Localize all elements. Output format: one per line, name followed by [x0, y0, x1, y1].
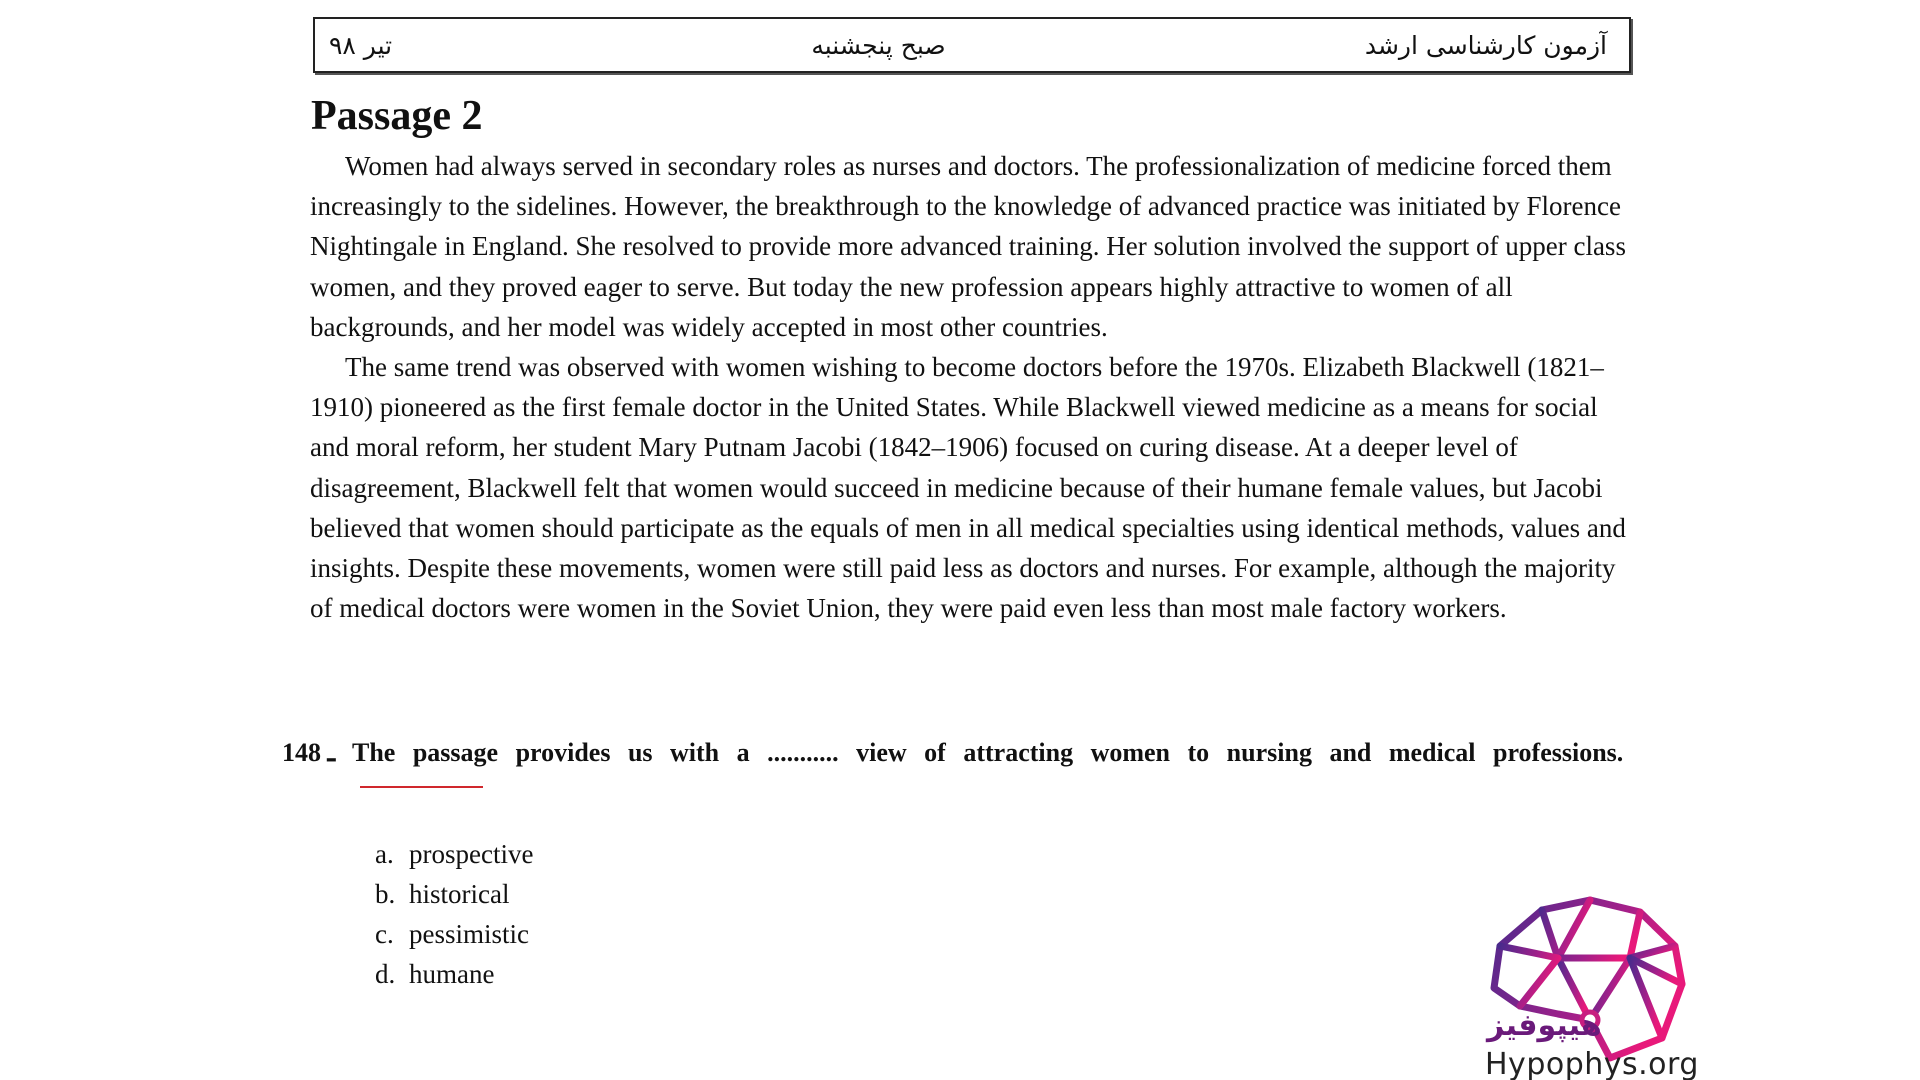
option-letter: a.: [375, 839, 394, 869]
option-letter: c.: [375, 919, 394, 949]
option-letter: b.: [375, 879, 396, 909]
option-text: humane: [409, 959, 495, 989]
answer-options: [375, 834, 533, 994]
passage-paragraph-2: The same trend was observed with women wishing to become doctors before the 1970s. Elizabeth Blackwell (1821–1910) pioneered as the first female doctor in the United States. While Blackwell viewed medicine as a means for social and moral reform, her student Mary Putnam Jacobi (1842–1906) focused on curing disease. At a deeper level of disagreement, Blackwell felt that women would succeed in medicine because of their humane female values, but Jacobi believed that women should participate as the equals of men in all medical specialties using identical methods, values and insights. Despite these movements, women were still paid less as doctors and nurses. For example, although the majority of medical doctors were women in the Soviet Union, they were paid even less than most male factory workers.: [310, 352, 1626, 624]
option-text: historical: [409, 879, 510, 909]
red-underline-annotation: [360, 786, 483, 788]
passage-paragraph-1: Women had always served in secondary roles as nurses and doctors. The professionalization of medicine forced them increasingly to the sidelines. However, the breakthrough to the knowledge of advanced practice was initiated by Florence Nightingale in England. She resolved to provide more advanced training. Her solution involved the support of upper class women, and they proved eager to serve. But today the new profession appears highly attractive to women of all backgrounds, and her model was widely accepted in most other countries.: [310, 151, 1626, 342]
option-b[interactable]: [375, 874, 533, 914]
question-stem: The passage provides us with a ........... view of attracting women to nursing and medical professions.: [352, 738, 1624, 767]
exam-name: آزمون کارشناسی ارشد: [1364, 30, 1607, 60]
logo-persian-name: هیپوفیز: [1487, 1008, 1602, 1043]
option-text: pessimistic: [409, 919, 529, 949]
option-text: prospective: [409, 839, 534, 869]
exam-session: صبح پنجشنبه: [811, 30, 946, 60]
option-d[interactable]: [375, 954, 533, 994]
passage-title: Passage 2: [311, 93, 483, 139]
question-number: 148 ـ: [282, 738, 336, 767]
exam-header: [313, 17, 1631, 73]
logo-site-url[interactable]: Hypophys.org: [1485, 1047, 1699, 1080]
option-letter: d.: [375, 959, 396, 989]
exam-date: تیر ۹۸: [329, 30, 393, 60]
passage-body: [310, 146, 1632, 628]
option-a[interactable]: [375, 834, 533, 874]
option-c[interactable]: [375, 914, 533, 954]
